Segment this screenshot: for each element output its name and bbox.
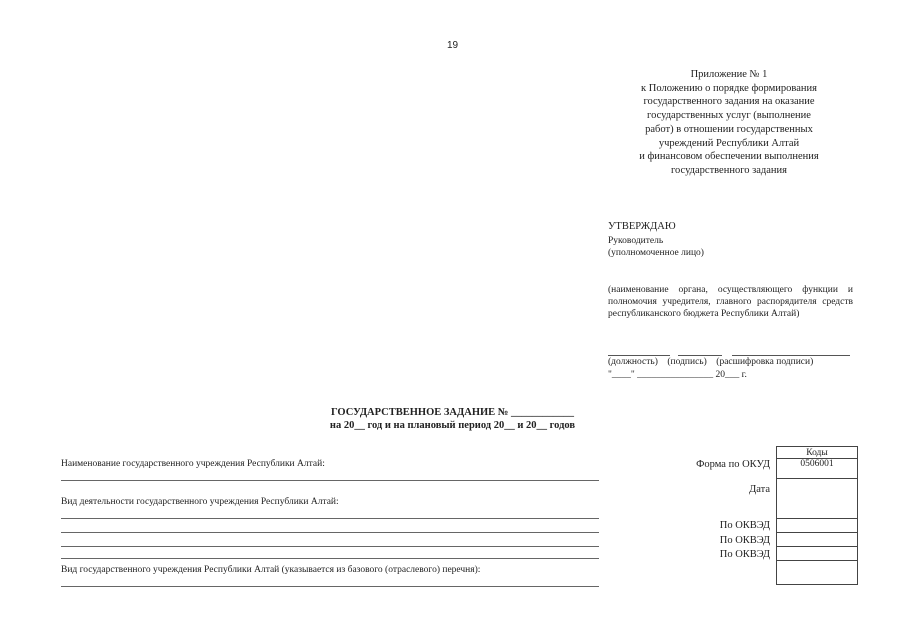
approval-role-block [608,235,704,259]
institution-type-field[interactable] [61,586,599,587]
appendix-note [600,68,858,178]
activity-type-field-3[interactable] [61,546,599,547]
activity-type-field-1[interactable] [61,518,599,519]
institution-name-field[interactable] [61,480,599,481]
okud-code-cell: 0506001 [777,459,858,479]
appendix-line: государственного задания на оказание [643,96,815,108]
institution-type-label: Вид государственного учреждения Республики Алтай (указывается из базового (отраслевого) перечня): [61,565,481,575]
okved-cell[interactable] [777,547,858,561]
signature-line [678,355,722,356]
activity-type-field-4[interactable] [61,558,599,559]
date-cell[interactable] [777,479,858,519]
appendix-line: государственного задания [670,164,787,176]
title-line-2: на 20__ год и на плановый период 20__ и 20__ годов [329,420,576,431]
institution-name-label: Наименование государственного учреждения Республики Алтай: [61,459,325,469]
position-line [608,355,670,356]
okved-cell[interactable] [777,533,858,547]
signature-labels: (должность) (подпись) (расшифровка подписи) [608,357,814,367]
approval-role: Руководитель [608,236,664,246]
page-number: 19 [446,40,459,51]
appendix-line: и финансовом обеспечении выполнения [639,151,819,163]
approval-role-note: (уполномоченное лицо) [608,248,704,258]
extra-code-cell[interactable] [777,561,858,585]
okved-cell[interactable] [777,519,858,533]
activity-type-field-2[interactable] [61,532,599,533]
organ-note: (наименование органа, осуществляющего функции и полномочия учредителя, главного распорядителя средств республиканского бюджета Республики Алтай) [608,285,853,319]
appendix-line: учреждений Республики Алтай [658,137,800,149]
activity-type-label: Вид деятельности государственного учреждения Республики Алтай: [61,497,339,507]
okved-label: По ОКВЭД [719,549,770,560]
codes-table [776,446,858,585]
appendix-line: работ) в отношении государственных [645,123,813,135]
appendix-line: Приложение № 1 [690,69,768,80]
okved-label: По ОКВЭД [719,535,770,546]
approval-date: "____" ________________ 20___ г. [608,370,747,380]
date-label: Дата [749,484,770,495]
decoding-line [732,355,850,356]
codes-header: Коды [777,447,858,459]
document-title [260,406,645,432]
title-line-1: ГОСУДАРСТВЕННОЕ ЗАДАНИЕ № ____________ [331,407,574,418]
approval-title: УТВЕРЖДАЮ [608,221,676,232]
form-okud-label: Форма по ОКУД [696,459,770,470]
appendix-line: государственных услуг (выполнение [647,110,811,122]
okved-label: По ОКВЭД [719,520,770,531]
appendix-line: к Положению о порядке формирования [641,82,817,94]
